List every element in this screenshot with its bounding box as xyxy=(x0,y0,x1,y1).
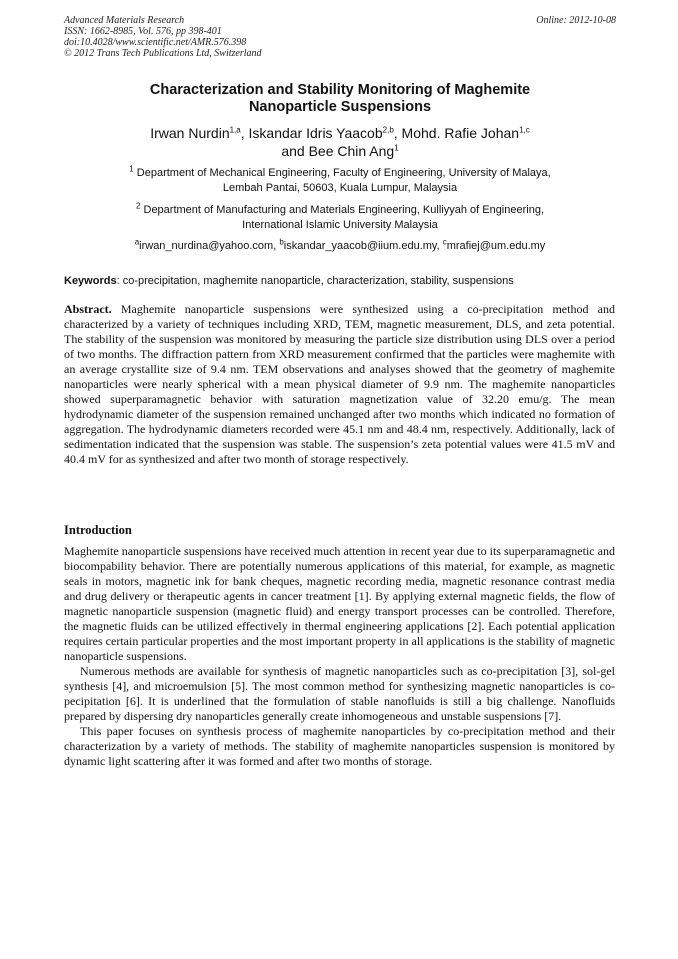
issn-line: ISSN: 1662-8985, Vol. 576, pp 398-401 xyxy=(64,26,222,37)
affiliation-line: Department of Manufacturing and Materials Engineering, Kulliyyah of Engineering, xyxy=(143,204,545,216)
email-superscript: a xyxy=(134,237,140,247)
email-superscript: c xyxy=(442,237,447,247)
paragraph: This paper focuses on synthesis process of maghemite nanoparticles by co-precipitation method and their characterization by a variety of methods. The stability of maghemite nanoparticles suspension is monitored by dynamic light scattering after it was formed and after two months of storage. xyxy=(64,724,615,768)
affiliation-2 xyxy=(64,203,616,233)
title-line-2: Nanoparticle Suspensions xyxy=(248,99,432,115)
title-line-1: Characterization and Stability Monitoring of Maghemite xyxy=(149,82,531,98)
affiliation-number: 1 xyxy=(129,164,134,174)
author-name: Mohd. Rafie Johan xyxy=(401,125,520,141)
author-separator: , xyxy=(240,125,249,141)
author-emails xyxy=(64,239,616,254)
affiliation-line: Lembah Pantai, 50603, Kuala Lumpur, Malaysia xyxy=(222,182,458,194)
copyright-line: © 2012 Trans Tech Publications Ltd, Switzerland xyxy=(64,48,262,59)
author-conjunction: and xyxy=(281,143,309,159)
author-line-2 xyxy=(64,142,616,160)
author-name: Iskandar Idris Yaacob xyxy=(248,125,383,141)
author-name: Irwan Nurdin xyxy=(150,125,230,141)
author-superscript: 1 xyxy=(394,143,399,153)
journal-name: Advanced Materials Research xyxy=(64,15,185,26)
author-line-1 xyxy=(64,124,616,142)
email-c[interactable]: mrafiej@um.edu.my xyxy=(446,240,546,252)
keywords-text: : co-precipitation, maghemite nanoparticle, characterization, stability, suspensions xyxy=(116,275,514,287)
abstract xyxy=(64,302,615,467)
affiliation-line: International Islamic University Malaysia xyxy=(242,219,438,231)
keywords xyxy=(64,274,616,288)
paragraph: Maghemite nanoparticle suspensions have received much attention in recent year due to its superparamagnetic and biocompability behavior. There are potentially numerous applications of this material, for example, as magnetic seals in motors, magnetic ink for bank cheques, magnetic recording media, magnetic resonance contrast media and drug delivery or therapeutic agents in cancer treatment [1]. By applying external magnetic fields, the flow of magnetic nanoparticle suspension (magnetic fluid) and energy transport processes can be controlled. Therefore, the magnetic fluids can be utilized effectively in thermal engineering applications [2]. Each potential application requires certain particular properties and the most important property in all applications is the stability of magnetic nanoparticle suspensions. xyxy=(64,544,615,663)
affiliation-1 xyxy=(64,166,616,196)
author-list xyxy=(64,124,616,160)
abstract-label: Abstract. xyxy=(64,302,112,316)
email-b[interactable]: iskandar_yaacob@iium.edu.my, xyxy=(283,240,443,252)
author-superscript: 2,b xyxy=(382,125,394,135)
paragraph: Numerous methods are available for synthesis of magnetic nanoparticles such as co-precipitation [3], sol-gel synthesis [4], and microemulsion [5]. The most common method for synthesizing magnetic nanoparticles is co-pecipitation [6]. It is underlined that the formulation of stable nanofluids is still a big challenge. Nanofluids prepared by dispersing dry nanoparticles generally create inhomogeneous and unstable suspensions [7]. xyxy=(64,664,615,723)
doi-line[interactable]: doi:10.4028/www.scientific.net/AMR.576.398 xyxy=(64,37,247,48)
section-heading-introduction: Introduction xyxy=(64,523,132,537)
journal-header xyxy=(64,15,616,59)
paper-title xyxy=(64,82,616,116)
email-a[interactable]: irwan_nurdina@yahoo.com, xyxy=(139,240,280,252)
affiliation-number: 2 xyxy=(135,201,141,211)
abstract-text: Maghemite nanoparticle suspensions were synthesized using a co-precipitation method and characterized by a variety of techniques including XRD, TEM, magnetic measurement, DLS, and zeta potential. The stability of the suspension was monitored by measuring the particle size distribution using DLS over a period of two months. The diffraction pattern from XRD measurement confirmed that the particles were maghemite with an average crystallite size of 9.4 nm. TEM observations and analyses showed that the geometry of maghemite nanoparticles were nearly spherical with a mean physical diameter of 9.9 nm. The maghemite nanoparticles showed superparamagnetic behavior with saturation magnetization value of 32.20 emu/g. The mean hydrodynamic diameter of the suspension remained unchanged after two months which indicated no formation of aggregation. The hydrodynamic diameters recorded were 45.1 nm and 48.4 nm, respectively. Additionally, lack of sedimentation indicated that the suspension was stable. The suspension’s zeta potential values were 41.5 mV and 40.4 mV for as synthesized and after two month of storage respectively. xyxy=(64,302,615,466)
author-separator: , xyxy=(393,125,402,141)
online-date: Online: 2012-10-08 xyxy=(536,15,616,26)
email-superscript: b xyxy=(279,237,284,247)
author-superscript: 1,c xyxy=(519,125,530,135)
affiliation-line: Department of Mechanical Engineering, Faculty of Engineering, University of Malaya, xyxy=(136,167,551,179)
author-superscript: 1,a xyxy=(229,125,241,135)
keywords-label: Keywords xyxy=(64,275,117,287)
introduction-body xyxy=(64,544,615,769)
author-name: Bee Chin Ang xyxy=(308,143,395,159)
